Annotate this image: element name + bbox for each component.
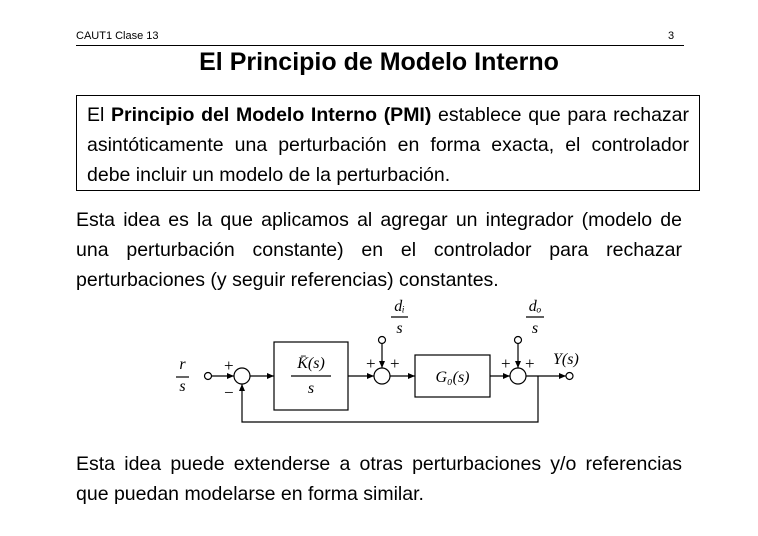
arrow-di-down [379,361,385,368]
di-denominator: s [396,320,403,337]
block-diagram [150,292,610,432]
di-node [379,337,386,344]
plant-label: G₀(s) [435,369,470,386]
arrow-do-down [515,361,521,368]
definition-text: establece que para rechazar asintóticamente una perturbación en forma exacta, el controlador debe incluir un modelo de la perturbación. [87,104,690,186]
do-node [515,337,522,344]
definition-term: Principio del Modelo Interno (PMI) [111,104,432,126]
arrow-into-sum3 [503,373,510,379]
paragraph-integrator: Esta idea es la que aplicamos al agregar un integrador (modelo de una perturbación constante) en el controlador para rechazar perturbaciones (y seguir referencias) constantes. [76,209,682,291]
di-numerator: dᵢ [394,298,405,315]
do-denominator: s [531,320,539,337]
definition-intro: El [87,104,112,126]
sum2-top-plus: + [390,354,400,373]
input-numerator: r [179,356,186,373]
course-header: CAUT1 Clase 13 [76,30,159,42]
controller-denominator: s [307,380,315,397]
summing-junction-3 [510,368,526,384]
do-numerator: dₒ [528,298,542,315]
paragraph-extension: Esta idea puede extenderse a otras perturbaciones y/o referencias que puedan modelarse en forma similar. [76,453,682,505]
definition-box [76,95,700,191]
header-rule [76,45,684,46]
arrow-feedback-up [239,384,245,391]
arrow-into-plant [408,373,415,379]
sum1-plus-sign: + [224,356,234,375]
arrow-into-sum2 [367,373,374,379]
summing-junction-1 [234,368,250,384]
arrow-into-output [559,373,566,379]
input-denominator: s [179,378,186,395]
summing-junction-2 [374,368,390,384]
output-node [566,373,573,380]
sum1-minus-sign: − [224,383,234,402]
sum2-left-plus: + [366,354,376,373]
page-number: 3 [668,30,675,42]
sum3-top-plus: + [525,354,535,373]
arrow-into-controller [267,373,274,379]
sum3-left-plus: + [501,354,511,373]
input-node [205,373,212,380]
controller-numerator: K̄(s) [297,355,325,372]
feedback-path [242,376,538,422]
slide-title: El Principio de Modelo Interno [199,48,559,76]
output-label: Y(s) [553,351,579,368]
